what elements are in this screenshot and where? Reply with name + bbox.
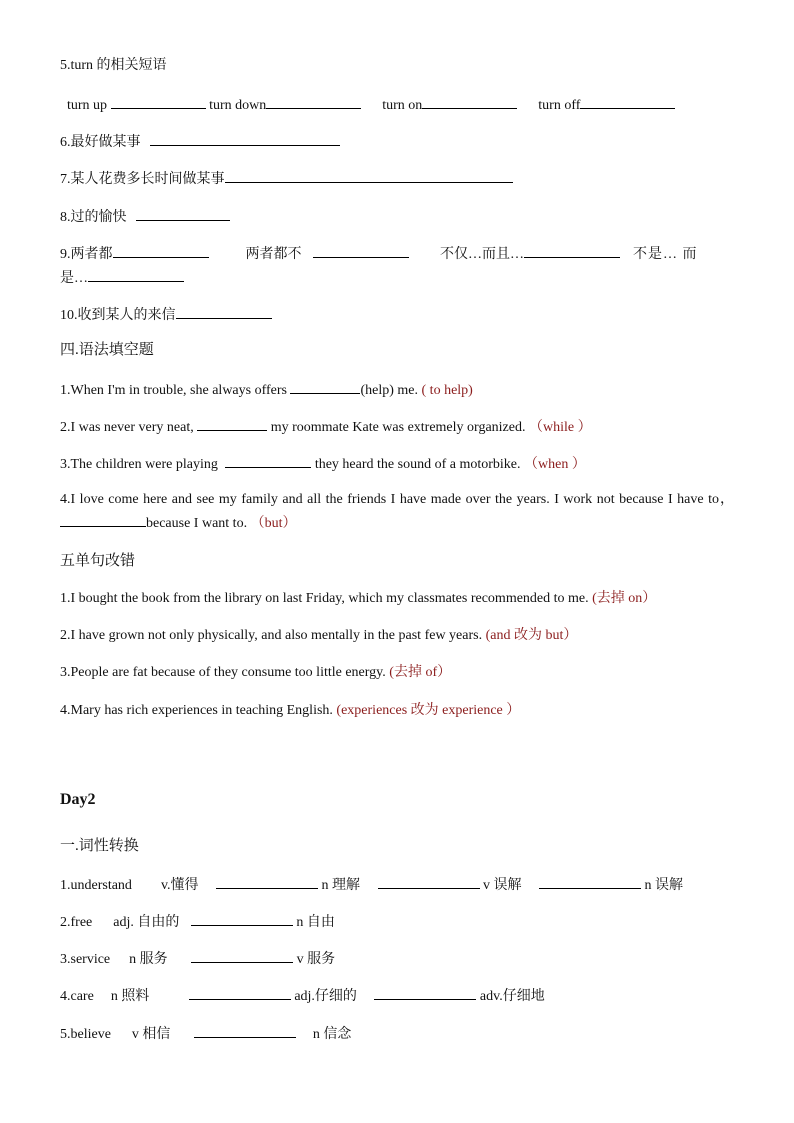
s4-item-2 xyxy=(60,415,734,438)
s4-item-1-post: (help) me. xyxy=(360,383,419,398)
s4-item-1-pre: 1.When I'm in trouble, she always offers xyxy=(60,383,287,398)
d2-item-1-blank-1[interactable] xyxy=(216,873,318,889)
blank-turn-off[interactable] xyxy=(580,93,675,109)
q9-label-neither: 两者都不 xyxy=(245,247,302,262)
d2-item-3 xyxy=(60,947,734,970)
section4-title: 四.语法填空题 xyxy=(60,342,154,358)
phrase-turn-on: turn on xyxy=(382,98,423,113)
s5-item-4-answer: (experiences 改为 experience ） xyxy=(336,703,521,718)
s4-item-3 xyxy=(60,452,734,475)
q9-blank-4[interactable] xyxy=(88,266,184,282)
s4-item-4 xyxy=(60,488,734,535)
d2-item-4 xyxy=(60,984,734,1007)
d2-item-2 xyxy=(60,910,734,933)
d2-item-1-part-3: v 误解 xyxy=(483,878,522,893)
d2-item-1-part-2: n 理解 xyxy=(321,878,361,893)
q6 xyxy=(60,130,734,153)
q9-label-not-only: 不仅…而且… xyxy=(440,247,524,262)
s4-item-2-pre: 2.I was never very neat, xyxy=(60,420,194,435)
d2-item-4-part-2: adj.仔细的 xyxy=(294,989,357,1004)
s4-item-1 xyxy=(60,378,734,401)
d2-item-5-part-1: v 相信 xyxy=(131,1027,171,1042)
s5-item-4-text: 4.Mary has rich experiences in teaching English. xyxy=(60,703,333,718)
d2-item-1 xyxy=(60,873,734,896)
q5-phrases xyxy=(67,93,734,116)
phrase-turn-down: turn down xyxy=(209,98,267,113)
q7 xyxy=(60,167,734,190)
q6-blank[interactable] xyxy=(150,130,340,146)
section5-title: 五单句改错 xyxy=(60,553,136,569)
d2-item-4-blank-1[interactable] xyxy=(189,984,291,1000)
phrase-turn-off: turn off xyxy=(538,98,581,113)
q9-blank-2[interactable] xyxy=(313,242,409,258)
s4-item-3-pre: 3.The children were playing xyxy=(60,457,218,472)
s5-item-2-text: 2.I have grown not only physically, and also mentally in the past few years. xyxy=(60,628,483,643)
day2-title: Day2 xyxy=(60,791,96,808)
d2-item-2-blank-1[interactable] xyxy=(191,910,293,926)
blank-turn-down[interactable] xyxy=(266,93,361,109)
s4-item-2-answer: （while ） xyxy=(528,420,592,435)
q9-cont xyxy=(60,266,734,289)
s4-item-4-post: because I want to. xyxy=(146,516,248,531)
q8 xyxy=(60,205,734,228)
s4-item-1-answer: ( to help) xyxy=(421,383,473,398)
q10 xyxy=(60,303,734,326)
d2-item-4-part-3: adv.仔细地 xyxy=(479,989,545,1004)
d2-item-4-word: 4.care xyxy=(60,989,94,1004)
q7-label: 7.某人花费多长时间做某事 xyxy=(60,172,225,187)
d2-item-3-word: 3.service xyxy=(60,952,111,967)
q10-label: 10.收到某人的来信 xyxy=(60,308,176,323)
d2-item-2-part-1: adj. 自由的 xyxy=(113,915,180,930)
s5-item-1-text: 1.I bought the book from the library on last Friday, which my classmates recommended to me. xyxy=(60,591,589,606)
blank-turn-on[interactable] xyxy=(422,93,517,109)
s5-item-3-text: 3.People are fat because of they consume too little energy. xyxy=(60,665,386,680)
d2-item-5-blank-1[interactable] xyxy=(194,1022,296,1038)
d2-item-1-blank-2[interactable] xyxy=(378,873,480,889)
s5-item-1 xyxy=(60,589,734,609)
d2-item-2-word: 2.free xyxy=(60,915,93,930)
d2-item-3-blank-1[interactable] xyxy=(191,947,293,963)
d2-item-3-part-1: n 服务 xyxy=(129,952,168,967)
d2-item-5 xyxy=(60,1022,734,1045)
q8-blank[interactable] xyxy=(136,205,230,221)
q7-blank[interactable] xyxy=(225,167,513,183)
q10-blank[interactable] xyxy=(176,303,272,319)
q9-blank-1[interactable] xyxy=(113,242,209,258)
d2-item-1-blank-3[interactable] xyxy=(539,873,641,889)
d2-item-5-word: 5.believe xyxy=(60,1027,111,1042)
s4-item-4-blank[interactable] xyxy=(60,511,146,527)
s4-item-4-pre: 4.I love come here and see my family and all the friends I have made over the years. I work not because I have to， xyxy=(60,492,734,507)
s5-item-1-answer: (去掉 on） xyxy=(592,591,657,606)
q5-label: 5.turn 的相关短语 xyxy=(60,58,167,73)
s4-item-4-answer: （but） xyxy=(250,516,297,531)
s4-item-1-blank[interactable] xyxy=(290,378,360,394)
d2-item-4-part-1: n 照料 xyxy=(110,989,150,1004)
q6-label: 6.最好做某事 xyxy=(60,135,141,150)
s5-item-2-answer: (and 改为 but） xyxy=(485,628,578,643)
q9-label-not-but: 不是… 而 xyxy=(633,247,698,262)
s5-item-3 xyxy=(60,663,734,683)
phrase-turn-up: turn up xyxy=(67,98,108,113)
d2-item-4-blank-2[interactable] xyxy=(374,984,476,1000)
d2-item-3-part-2: v 服务 xyxy=(296,952,336,967)
blank-turn-up[interactable] xyxy=(111,93,206,109)
s5-item-3-answer: (去掉 of） xyxy=(389,665,452,680)
s5-item-2 xyxy=(60,626,734,646)
q9-label-both: 9.两者都 xyxy=(60,247,113,262)
q8-label: 8.过的愉快 xyxy=(60,210,127,225)
q9 xyxy=(60,242,734,265)
s5-item-4 xyxy=(60,701,734,721)
d2-item-5-part-2: n 信念 xyxy=(312,1027,352,1042)
s4-item-2-blank[interactable] xyxy=(197,415,267,431)
q9-blank-3[interactable] xyxy=(524,242,620,258)
s4-item-3-answer: （when ） xyxy=(524,457,586,472)
q9-label-shi: 是… xyxy=(60,271,88,286)
d2-item-1-word: 1.understand xyxy=(60,878,132,893)
s4-item-3-post: they heard the sound of a motorbike. xyxy=(314,457,521,472)
s4-item-3-blank[interactable] xyxy=(225,452,311,468)
d2-item-1-part-4: n 误解 xyxy=(644,878,684,893)
day2-section1-title: 一.词性转换 xyxy=(60,838,139,854)
d2-item-1-part-1: v.懂得 xyxy=(160,878,199,893)
s4-item-2-post: my roommate Kate was extremely organized. xyxy=(270,420,526,435)
d2-item-2-part-2: n 自由 xyxy=(296,915,335,930)
